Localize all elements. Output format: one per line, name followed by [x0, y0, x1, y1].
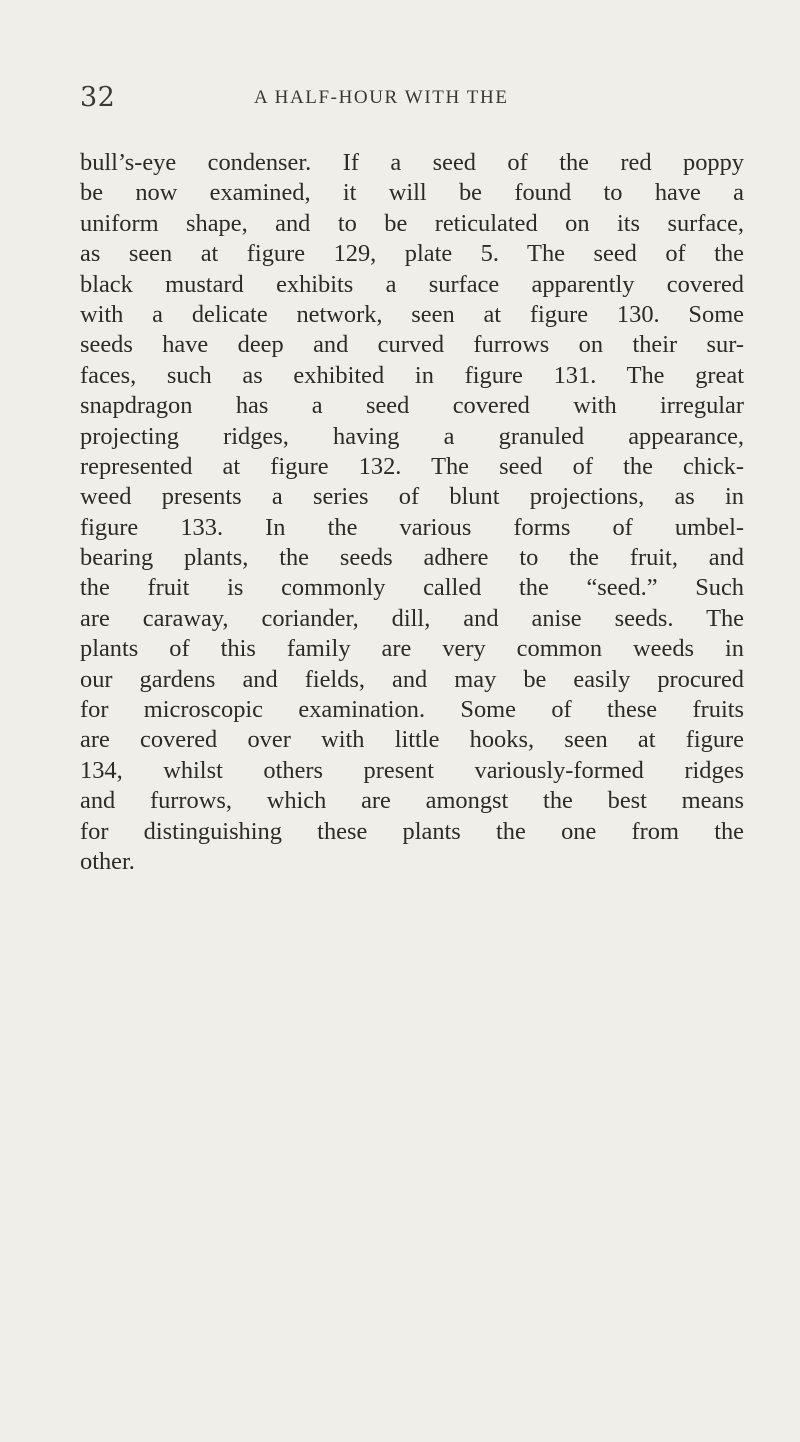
- text-line: figure 133. In the various forms of umbel-: [80, 513, 744, 541]
- body-text: [80, 148, 744, 877]
- running-title: A HALF-HOUR WITH THE: [254, 87, 509, 108]
- text-line: be now examined, it will be found to have a: [80, 179, 744, 207]
- text-line: uniform shape, and to be reticulated on its surface,: [80, 209, 744, 237]
- text-line: our gardens and fields, and may be easily procured: [80, 665, 744, 693]
- text-line: 134, whilst others present variously-formed ridges: [80, 756, 744, 784]
- text-line: faces, such as exhibited in figure 131. The great: [80, 361, 744, 389]
- text-line: bearing plants, the seeds adhere to the fruit, and: [80, 544, 744, 572]
- page-number: 32: [80, 82, 116, 113]
- text-line: snapdragon has a seed covered with irregular: [80, 392, 744, 420]
- text-line: projecting ridges, having a granuled appearance,: [80, 422, 744, 450]
- page-header: [80, 82, 736, 114]
- text-line: other.: [80, 847, 135, 875]
- text-line: weed presents a series of blunt projections, as in: [80, 483, 744, 511]
- text-line: for distinguishing these plants the one from the: [80, 817, 744, 845]
- text-line: are caraway, coriander, dill, and anise seeds. The: [80, 604, 744, 632]
- text-line: as seen at figure 129, plate 5. The seed of the: [80, 240, 744, 268]
- text-line: represented at figure 132. The seed of the chick-: [80, 452, 744, 480]
- text-line: for microscopic examination. Some of these fruits: [80, 696, 744, 724]
- text-line: seeds have deep and curved furrows on their sur-: [80, 331, 744, 359]
- text-line: are covered over with little hooks, seen at figure: [80, 726, 744, 754]
- text-line: plants of this family are very common weeds in: [80, 635, 744, 663]
- text-line: black mustard exhibits a surface apparently covered: [80, 270, 744, 298]
- text-line: with a delicate network, seen at figure 130. Some: [80, 300, 744, 328]
- text-line: bull’s-eye condenser. If a seed of the red poppy: [80, 149, 744, 176]
- text-line: and furrows, which are amongst the best means: [80, 787, 744, 815]
- text-line: the fruit is commonly called the “seed.” Such: [80, 574, 744, 602]
